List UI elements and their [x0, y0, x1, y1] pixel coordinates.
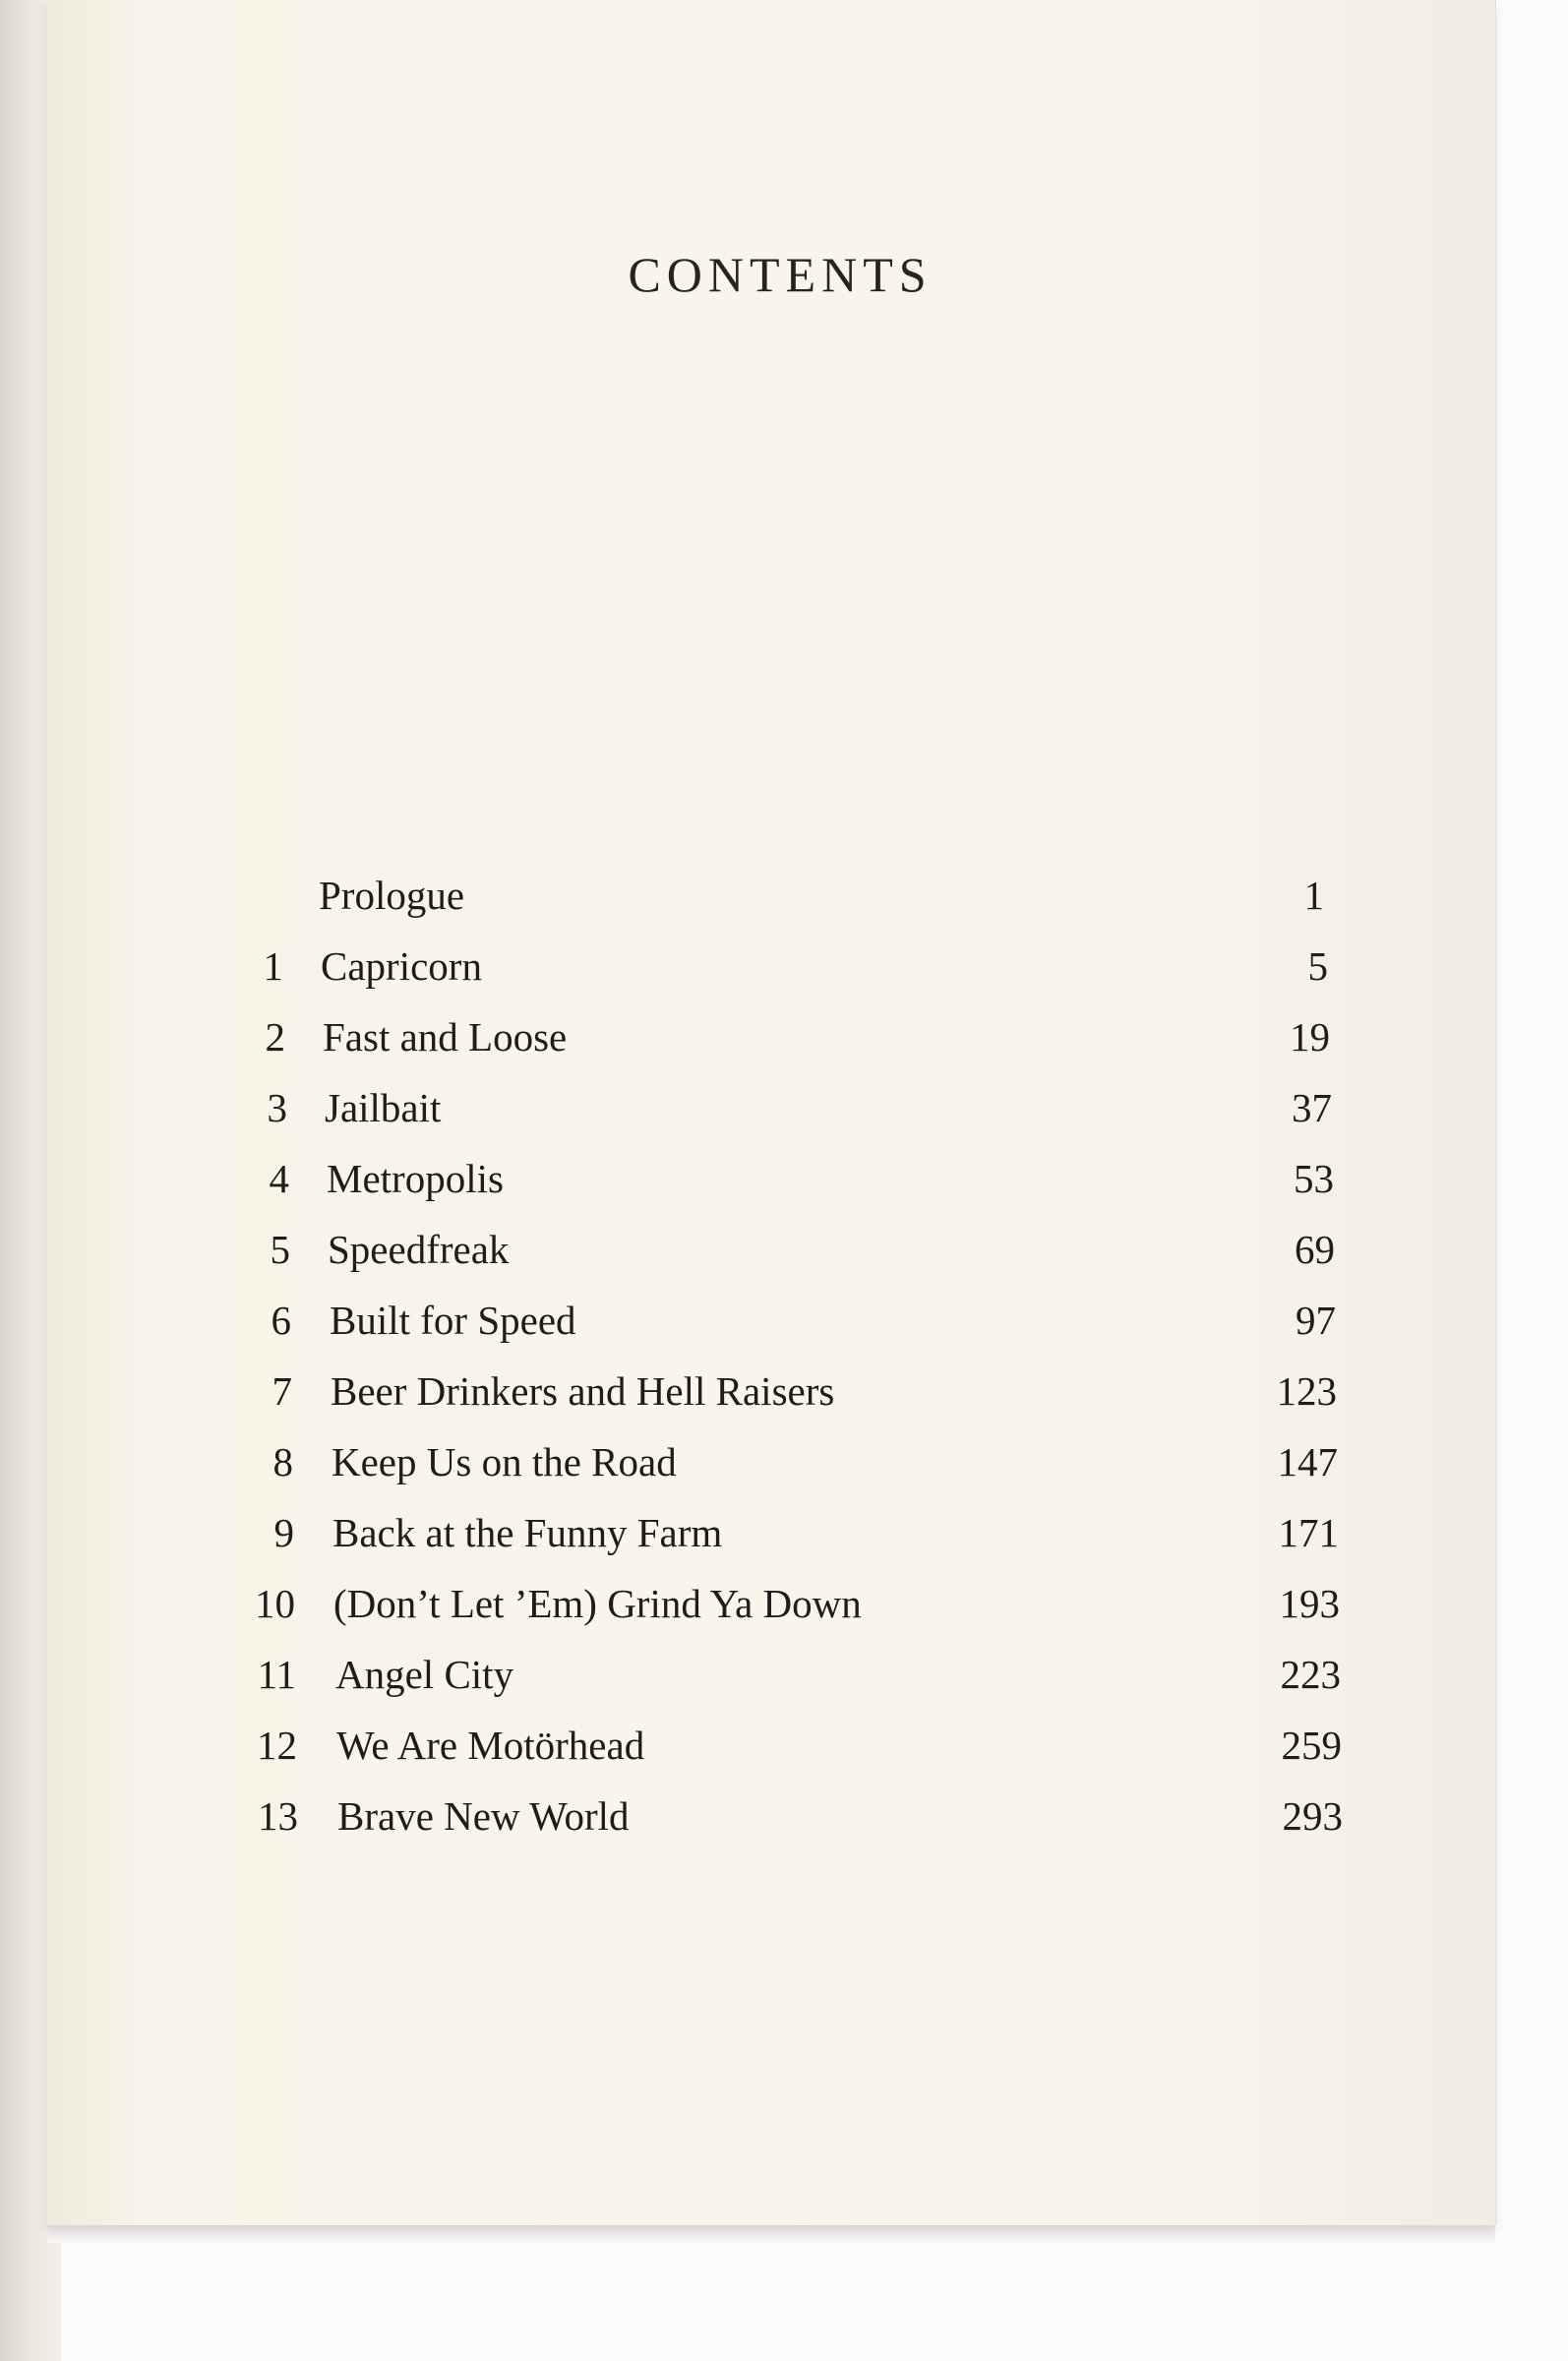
chapter-page: 69: [1295, 1227, 1335, 1272]
chapter-page: 53: [1294, 1156, 1334, 1201]
chapter-page: 147: [1277, 1439, 1338, 1484]
page-title: CONTENTS: [628, 247, 933, 302]
chapter-page: 223: [1280, 1652, 1341, 1697]
chapter-number: 8: [272, 1439, 293, 1484]
chapter-page: 5: [1307, 943, 1328, 989]
chapter-number: 1: [263, 943, 283, 989]
chapter-title: Capricorn: [321, 943, 482, 989]
chapter-page: 259: [1281, 1723, 1342, 1768]
chapter-title: (Don’t Let ’Em) Grind Ya Down: [333, 1581, 862, 1626]
chapter-number: 2: [265, 1014, 285, 1059]
chapter-number: 7: [271, 1368, 292, 1414]
book-page: [47, 0, 1496, 2225]
chapter-title: Brave New World: [337, 1793, 630, 1839]
chapter-number: 9: [273, 1510, 294, 1555]
chapter-number: 4: [269, 1156, 289, 1201]
chapter-page: 171: [1278, 1510, 1339, 1555]
chapter-number: 10: [255, 1581, 295, 1626]
chapter-title: Built for Speed: [330, 1298, 576, 1343]
chapter-title: Back at the Funny Farm: [332, 1510, 723, 1555]
chapter-page: 293: [1282, 1793, 1343, 1839]
chapter-title: Speedfreak: [328, 1227, 510, 1272]
chapter-title: Fast and Loose: [323, 1014, 568, 1059]
chapter-page: 97: [1296, 1298, 1336, 1343]
chapter-title: We Are Motörhead: [336, 1723, 645, 1768]
page-bottom-edge: [47, 2225, 1495, 2243]
chapter-page: 37: [1292, 1085, 1332, 1130]
chapter-number: 6: [271, 1298, 291, 1343]
chapter-title: Keep Us on the Road: [332, 1439, 677, 1484]
chapter-title: Prologue: [319, 873, 465, 918]
chapter-page: 19: [1290, 1014, 1330, 1059]
chapter-number: 13: [258, 1793, 298, 1839]
chapter-title: Angel City: [335, 1652, 514, 1697]
chapter-page: 123: [1276, 1368, 1337, 1414]
chapter-number: 11: [257, 1652, 296, 1697]
chapter-number: 12: [257, 1723, 297, 1768]
chapter-title: Beer Drinkers and Hell Raisers: [331, 1368, 835, 1414]
chapter-page: 193: [1279, 1581, 1340, 1626]
chapter-number: 3: [267, 1085, 287, 1130]
chapter-title: Jailbait: [325, 1085, 442, 1130]
chapter-title: Metropolis: [327, 1156, 504, 1201]
chapter-page: 1: [1303, 873, 1324, 918]
chapter-number: 5: [270, 1227, 290, 1272]
